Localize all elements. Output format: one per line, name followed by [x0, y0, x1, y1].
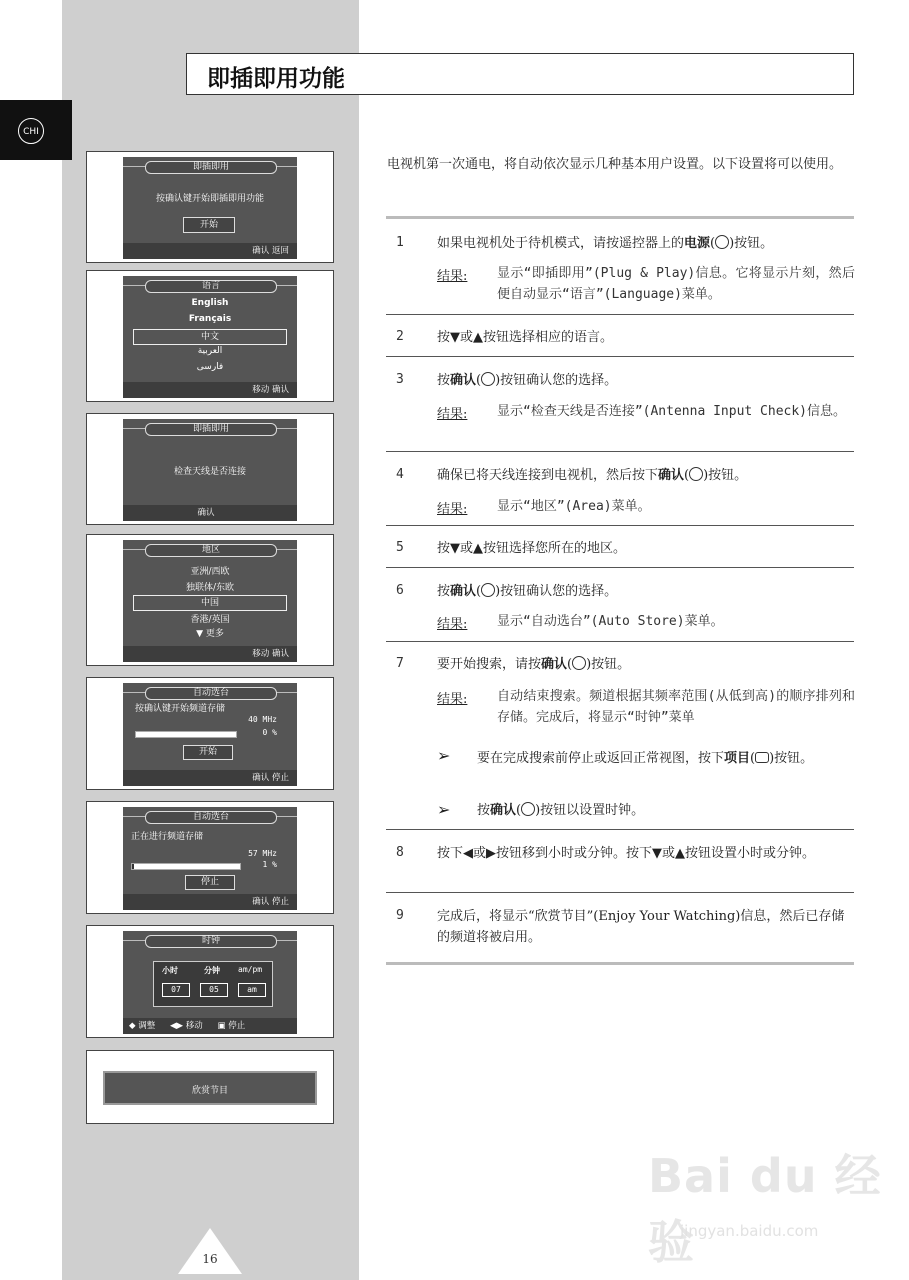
percent-readout: 0 % [262, 728, 277, 737]
tv-screen [123, 276, 297, 398]
divider [386, 525, 854, 526]
screen-frame-language [86, 270, 334, 402]
page-title-box [186, 53, 854, 95]
step-number: 6 [396, 583, 404, 598]
screen-frame-plug-and-play [86, 151, 334, 263]
screen-message: 按确认键开始频道存储 [135, 704, 226, 714]
start-button: 开始 [183, 217, 235, 233]
screen-footer [123, 1018, 297, 1034]
step-number: 3 [396, 372, 404, 387]
screen-footer: 确认 停止 [123, 894, 297, 910]
result-text: 自动结束搜索。频道根据其频率范围(从低到高)的顺序排列和存储。完成后，将显示“时钟”菜单 [497, 689, 855, 725]
screen-footer: 移动 确认 [123, 382, 297, 398]
page-number-marker [178, 1228, 242, 1274]
start-button: 开始 [183, 745, 233, 760]
tv-banner [103, 1071, 317, 1105]
step-number: 9 [396, 908, 404, 923]
menu-item-selected: 中文 [133, 329, 287, 345]
screen-frame-auto-store-progress [86, 801, 334, 914]
enter-icon [521, 802, 535, 816]
screen-title: 语言 [145, 280, 277, 293]
menu-item-selected: 中国 [133, 595, 287, 611]
step-number: 8 [396, 845, 404, 860]
screen-message: 正在进行频道存储 [131, 832, 204, 842]
step-text: 按下◀或▶按钮移到小时或分钟。按下▼或▲按钮设置小时或分钟。 [437, 846, 815, 861]
page-number: 16 [202, 1252, 218, 1266]
watermark-url: jingyan.baidu.com [680, 1222, 819, 1240]
ampm-field: am [238, 983, 266, 997]
screen-footer: 确认 [123, 505, 297, 521]
tv-screen [123, 419, 297, 521]
step-text: 要开始搜索，请按确认( )按钮。 [437, 657, 631, 672]
clock-panel [153, 961, 273, 1007]
screen-footer: 移动 确认 [123, 646, 297, 662]
screen-frame-clock [86, 925, 334, 1038]
stop-button: 停止 [185, 875, 235, 890]
menu-icon [755, 752, 769, 763]
note-arrow-icon: ➢ [437, 800, 451, 819]
hour-field: 07 [162, 983, 190, 997]
progress-bar [135, 731, 237, 738]
result-label: 结果: [437, 692, 468, 707]
footer-adjust: 调整 [138, 1021, 156, 1031]
enter-icon [689, 467, 703, 481]
leftright-icon: ◀▶ [169, 1021, 184, 1031]
minute-column-label: 分钟 [204, 965, 220, 975]
result-text: 显示“即插即用”(Plug & Play)信息。它将显示片刻，然后便自动显示“语言”(Language)菜单。 [497, 266, 855, 302]
result-text: 显示“自动选台”(Auto Store)菜单。 [497, 614, 724, 629]
step-text: 确保已将天线连接到电视机，然后按下确认( )按钮。 [437, 468, 748, 483]
enter-icon [572, 656, 586, 670]
step-number: 7 [396, 656, 404, 671]
screen-footer: 确认 返回 [123, 243, 297, 259]
enter-icon [481, 583, 495, 597]
step-text: 按确认( )按钮确认您的选择。 [437, 373, 618, 388]
footer-stop: 停止 [228, 1021, 246, 1031]
screen-frame-antenna-check [86, 413, 334, 525]
divider [386, 567, 854, 568]
menu-item: 独联体/东欧 [185, 583, 235, 593]
step-number: 4 [396, 467, 404, 482]
menu-item: English [191, 298, 229, 308]
result-label: 结果: [437, 617, 468, 632]
screen-title: 即插即用 [145, 423, 277, 436]
divider [386, 216, 854, 219]
tv-screen [123, 540, 297, 662]
updown-icon: ◆ [129, 1021, 136, 1031]
screen-frame-area [86, 534, 334, 666]
result-label: 结果: [437, 269, 468, 284]
menu-item: فارسی [196, 362, 224, 372]
screen-footer: 确认 停止 [123, 770, 297, 786]
divider [386, 892, 854, 893]
note-text: 要在完成搜索前停止或返回正常视图，按下项目( )按钮。 [477, 751, 814, 766]
enjoy-message: 欣赏节目 [191, 1086, 228, 1096]
ampm-column-label: am/pm [238, 965, 263, 974]
progress-fill [132, 864, 134, 869]
divider [386, 314, 854, 315]
divider [386, 829, 854, 830]
step-number: 1 [396, 235, 404, 250]
tv-screen [123, 157, 297, 259]
note-arrow-icon: ➢ [437, 746, 451, 765]
power-icon [715, 235, 729, 249]
minute-field: 05 [200, 983, 228, 997]
intro-text: 电视机第一次通电，将自动依次显示几种基本用户设置。以下设置将可以使用。 [387, 157, 843, 172]
screen-message: 检查天线是否连接 [173, 467, 246, 477]
screen-title: 自动选台 [145, 687, 277, 700]
menu-item-more: ▼ 更多 [196, 629, 224, 639]
hour-column-label: 小时 [162, 965, 178, 975]
page-title: 即插即用功能 [207, 66, 345, 92]
footer-move: 移动 [185, 1021, 203, 1031]
screen-title: 即插即用 [145, 161, 277, 174]
step-text: 如果电视机处于待机模式，请按遥控器上的电源( )按钮。 [437, 236, 774, 251]
note-text: 按确认( )按钮以设置时钟。 [477, 803, 645, 818]
progress-bar [131, 863, 241, 870]
menu-icon: ▣ [217, 1021, 226, 1031]
tv-screen [123, 807, 297, 910]
divider [386, 641, 854, 642]
divider [386, 962, 854, 965]
step-number: 5 [396, 540, 404, 555]
screen-frame-auto-store-start [86, 677, 334, 790]
percent-readout: 1 % [262, 860, 277, 869]
result-text: 显示“检查天线是否连接”(Antenna Input Check)信息。 [497, 404, 847, 419]
enter-icon [481, 372, 495, 386]
tv-screen [123, 683, 297, 786]
screen-title: 时钟 [145, 935, 277, 948]
frequency-readout: 57 MHz [248, 849, 277, 858]
screen-message: 按确认键开始即插即用功能 [155, 194, 264, 204]
screen-title: 地区 [145, 544, 277, 557]
screen-title: 自动选台 [145, 811, 277, 824]
language-badge: CHI [18, 118, 44, 144]
result-text: 显示“地区”(Area)菜单。 [497, 499, 651, 514]
result-label: 结果: [437, 502, 468, 517]
tv-screen [123, 931, 297, 1034]
screen-frame-enjoy [86, 1050, 334, 1124]
step-number: 2 [396, 329, 404, 344]
menu-item: Français [188, 314, 232, 324]
watermark-logo: Bai du 经验 [648, 1149, 882, 1269]
step-text: 按▼或▲按钮选择您所在的地区。 [437, 541, 626, 556]
step-text: 完成后，将显示“欣赏节目”(Enjoy Your Watching)信息，然后已存储的频道将被启用。 [437, 909, 845, 945]
menu-item: العربية [197, 346, 223, 356]
step-text: 按确认( )按钮确认您的选择。 [437, 584, 618, 599]
divider [386, 356, 854, 357]
menu-item: 香港/英国 [190, 615, 230, 625]
menu-item: 亚洲/西欧 [190, 567, 230, 577]
divider [386, 451, 854, 452]
frequency-readout: 40 MHz [248, 715, 277, 724]
step-text: 按▼或▲按钮选择相应的语言。 [437, 330, 613, 345]
result-label: 结果: [437, 407, 468, 422]
